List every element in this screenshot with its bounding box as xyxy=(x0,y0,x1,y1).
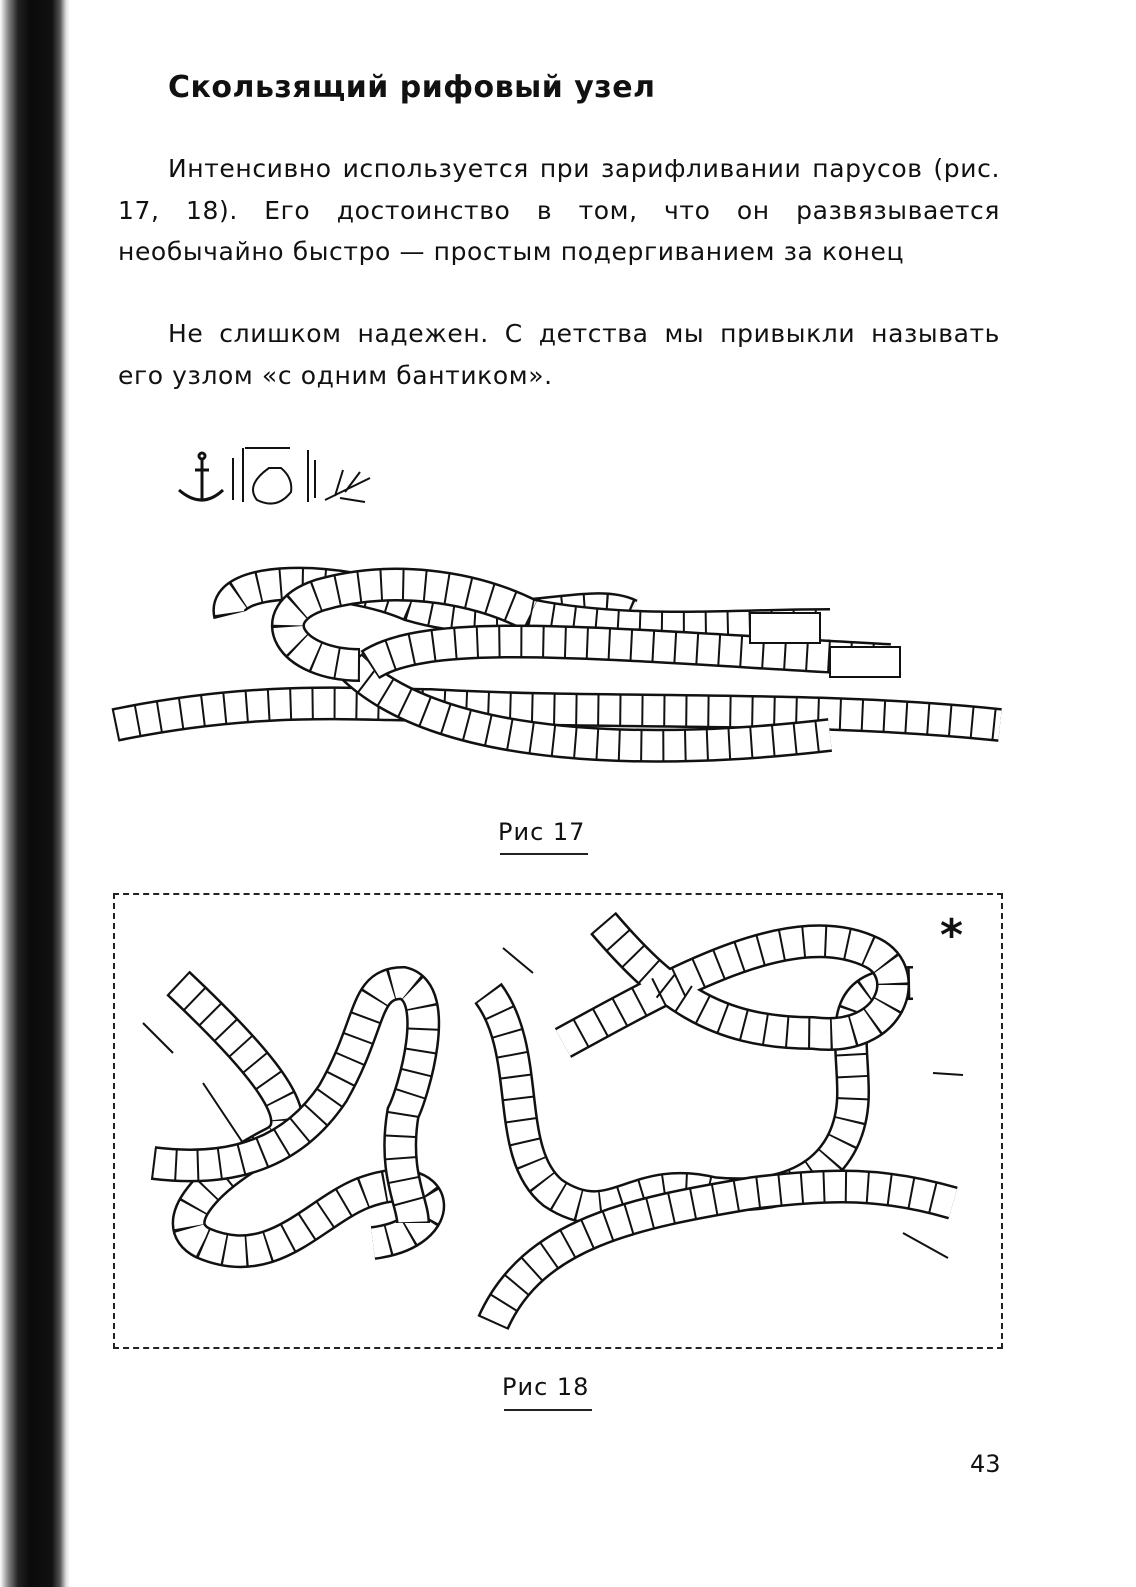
caption-underline xyxy=(504,1409,592,1411)
rope-standing-part xyxy=(115,703,1000,725)
whipped-end xyxy=(750,613,820,643)
scan-binding-edge xyxy=(0,0,70,1587)
page-number: 43 xyxy=(970,1450,1001,1478)
whipped-end xyxy=(830,647,900,677)
section-title: Скользящий рифовый узел xyxy=(168,70,656,105)
figure-18-knot-steps xyxy=(113,893,1003,1349)
figure-18-caption: Рис 18 xyxy=(502,1373,590,1401)
paragraph-usage: Интенсивно используется при зарифливании парусов (рис. 17, 18). Его достоинство в том, что он развязывается необычайно быстро — простым подергиванием за конец xyxy=(118,154,1000,266)
rope-working-end xyxy=(370,642,890,665)
branch-icon xyxy=(325,470,370,502)
category-icons xyxy=(165,430,375,510)
anchor-icon xyxy=(179,453,223,500)
figure-17-knot-drawing xyxy=(110,555,1010,800)
rope-step-2-loop xyxy=(563,923,893,1043)
bag-icon xyxy=(233,448,315,510)
figure-18-mark: * xyxy=(940,910,964,961)
figure-17-caption: Рис 17 xyxy=(498,818,586,846)
caption-underline xyxy=(500,853,588,855)
paragraph-reliability: Не слишком надежен. С детства мы привыкли называть его узлом «с одним бантиком». xyxy=(118,319,1000,390)
